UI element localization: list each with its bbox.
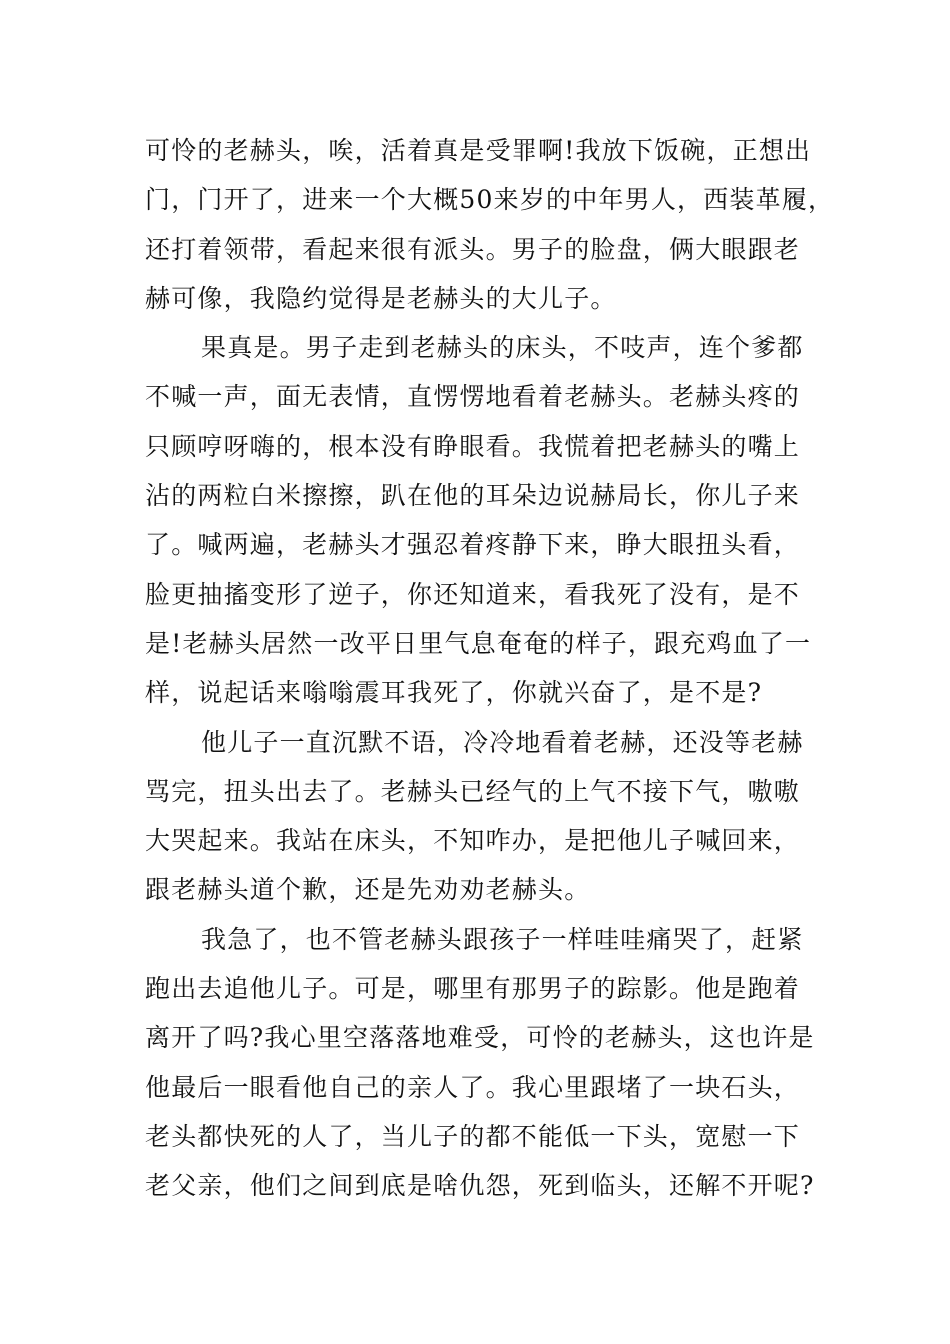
text-line: 只顾哼呀嗨的，根本没有睁眼看。我慌着把老赫头的嘴上 bbox=[145, 431, 801, 461]
text-line: 老头都快死的人了，当儿子的都不能低一下头，宽慰一下 bbox=[145, 1121, 801, 1151]
body-text bbox=[145, 126, 835, 1211]
text-line: 离开了吗?我心里空落落地难受，可怜的老赫头，这也许是 bbox=[145, 1023, 815, 1053]
paragraph-2 bbox=[145, 323, 825, 717]
text-line: 果真是。男子走到老赫头的床头，不吱声，连个爹都 bbox=[201, 333, 804, 363]
text-line: 门，门开了，进来一个大概50来岁的中年男人，西装革履， bbox=[145, 185, 835, 215]
text-line: 赫可像，我隐约觉得是老赫头的大儿子。 bbox=[145, 283, 617, 313]
text-line: 脸更抽搐变形了逆子，你还知道来，看我死了没有，是不 bbox=[145, 579, 801, 609]
text-line: 大哭起来。我站在床头，不知咋办，是把他儿子喊回来， bbox=[145, 826, 801, 856]
text-line: 他儿子一直沉默不语，冷冷地看着老赫，还没等老赫 bbox=[201, 727, 804, 757]
text-line: 老父亲，他们之间到底是啥仇怨，死到临头，还解不开呢? bbox=[145, 1171, 815, 1201]
text-line: 还打着领带，看起来很有派头。男子的脸盘，俩大眼跟老 bbox=[145, 234, 801, 264]
text-line: 是!老赫头居然一改平日里气息奄奄的样子，跟充鸡血了一 bbox=[145, 628, 812, 658]
text-line: 骂完，扭头出去了。老赫头已经气的上气不接下气，嗷嗷 bbox=[145, 776, 801, 806]
text-line: 跟老赫头道个歉，还是先劝劝老赫头。 bbox=[145, 875, 591, 905]
text-line: 沾的两粒白米擦擦，趴在他的耳朵边说赫局长，你儿子来 bbox=[145, 481, 801, 511]
text-line: 我急了，也不管老赫头跟孩子一样哇哇痛哭了，赶紧 bbox=[201, 924, 804, 954]
paragraph-1 bbox=[145, 126, 835, 323]
paragraph-3 bbox=[145, 718, 825, 915]
text-line: 样，说起话来嗡嗡震耳我死了，你就兴奋了，是不是? bbox=[145, 678, 763, 708]
text-line: 了。喊两遍，老赫头才强忍着疼静下来，睁大眼扭头看， bbox=[145, 530, 801, 560]
text-line: 不喊一声，面无表情，直愣愣地看着老赫头。老赫头疼的 bbox=[145, 382, 801, 412]
text-line: 跑出去追他儿子。可是，哪里有那男子的踪影。他是跑着 bbox=[145, 974, 801, 1004]
text-line: 他最后一眼看他自己的亲人了。我心里跟堵了一块石头， bbox=[145, 1072, 801, 1102]
paragraph-4 bbox=[145, 915, 825, 1211]
text-line: 可怜的老赫头，唉，活着真是受罪啊!我放下饭碗，正想出 bbox=[145, 136, 812, 165]
